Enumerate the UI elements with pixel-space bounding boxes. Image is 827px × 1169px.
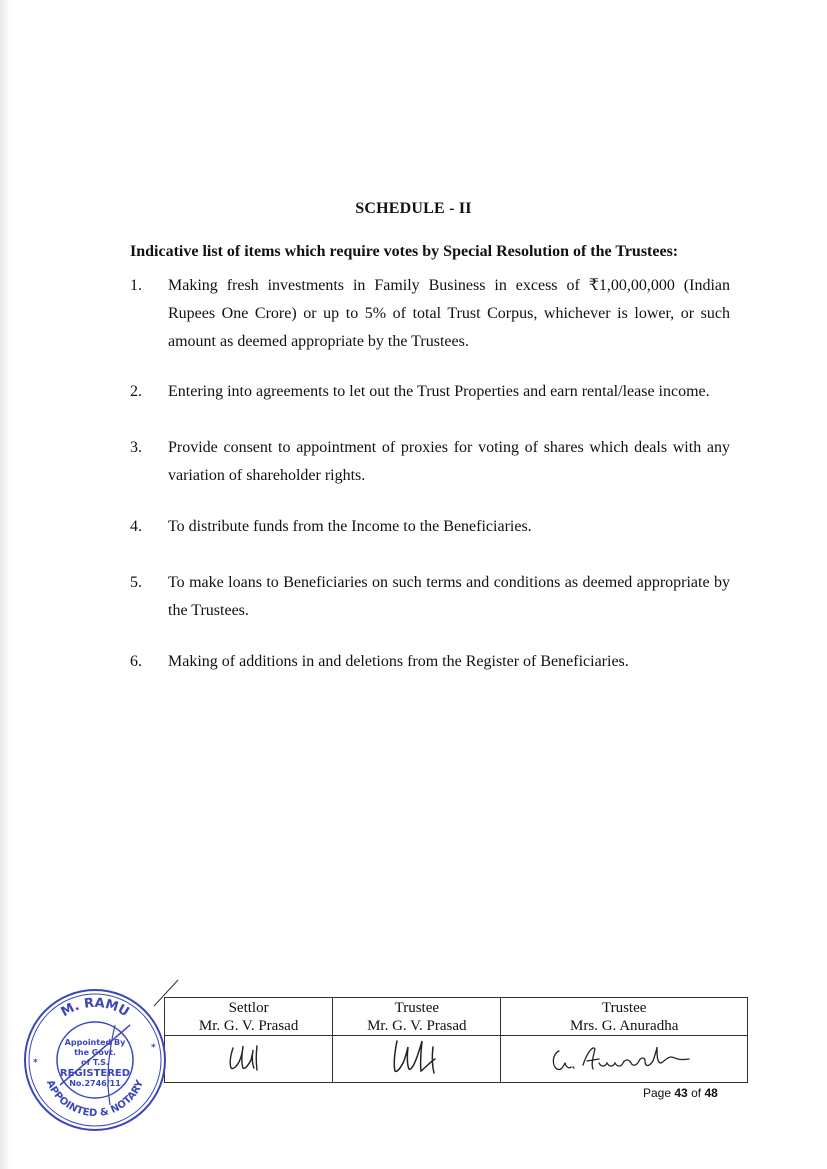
schedule-title: SCHEDULE - II bbox=[355, 200, 472, 217]
stamp-bottom-text: APPOINTED & NOTARY bbox=[43, 1078, 147, 1120]
list-item-text: Provide consent to appointment of proxies for voting of shares which deals with any variation of shareholder rights. bbox=[168, 439, 730, 484]
page-number-separator: of bbox=[691, 1086, 702, 1100]
signature-name: Mrs. G. Anuradha bbox=[570, 1018, 679, 1034]
signature-name: Mr. G. V. Prasad bbox=[367, 1018, 467, 1034]
scan-edge bbox=[0, 0, 14, 1169]
stamp-line: the Govt. bbox=[74, 1048, 116, 1057]
list-item-number: 5. bbox=[130, 574, 142, 591]
stamp-line: REGISTERED bbox=[59, 1068, 131, 1079]
list-item-number: 3. bbox=[130, 439, 142, 456]
stamp-star: * bbox=[151, 1043, 156, 1053]
signature-column-trustee-2 bbox=[501, 998, 748, 1036]
page-number-current: 43 bbox=[674, 1086, 688, 1100]
list-item bbox=[130, 378, 730, 406]
list-item-text: To distribute funds from the Income to the Beneficiaries. bbox=[168, 518, 532, 535]
signature-name: Mr. G. V. Prasad bbox=[198, 1018, 299, 1034]
list-item-number: 2. bbox=[130, 383, 142, 400]
handwritten-signature bbox=[377, 1037, 457, 1077]
list-item-text: To make loans to Beneficiaries on such terms and conditions as deemed appropriate by the Trustees. bbox=[168, 574, 730, 619]
page-number-total: 48 bbox=[704, 1086, 718, 1100]
notary-stamp bbox=[20, 985, 170, 1135]
list-item-number: 6. bbox=[130, 653, 142, 670]
signature-header-row bbox=[165, 998, 748, 1036]
page-number-prefix: Page bbox=[643, 1086, 672, 1100]
stamp-line: Appointed By bbox=[64, 1038, 126, 1047]
stamp-line: of T.S. bbox=[81, 1058, 109, 1067]
list-item-number: 4. bbox=[130, 518, 142, 535]
signature-table bbox=[164, 997, 748, 1083]
signature-row bbox=[165, 1036, 748, 1083]
signature-cell bbox=[333, 1036, 501, 1083]
signature-column-settlor bbox=[165, 998, 333, 1036]
list-item bbox=[130, 513, 730, 541]
signature-role: Trustee bbox=[601, 1000, 647, 1016]
list-item-text: Making fresh investments in Family Business in excess of ₹1,00,00,000 (Indian Rupees One Crore) or up to 5% of total Trust Corpus, whichever is lower, or such amount as deemed appropriate by the Trustees. bbox=[168, 277, 730, 350]
stamp-top-text: M. RAMU bbox=[58, 995, 132, 1021]
signature-cell bbox=[501, 1036, 748, 1083]
list-item-text: Making of additions in and deletions from the Register of Beneficiaries. bbox=[168, 653, 629, 670]
schedule-intro: Indicative list of items which require votes by Special Resolution of the Trustees: bbox=[130, 243, 679, 260]
signature-cell bbox=[165, 1036, 333, 1083]
list-item-number: 1. bbox=[130, 277, 142, 294]
stamp-star: * bbox=[33, 1058, 38, 1068]
signature-column-trustee-1 bbox=[333, 998, 501, 1036]
handwritten-signature bbox=[549, 1039, 699, 1075]
stamp-line: No.2746/11 bbox=[69, 1079, 121, 1088]
signature-role: Settlor bbox=[228, 1000, 269, 1016]
list-item bbox=[130, 648, 730, 676]
signature-role: Trustee bbox=[394, 1000, 440, 1016]
list-item-text: Entering into agreements to let out the Trust Properties and earn rental/lease income. bbox=[168, 383, 710, 400]
list-item bbox=[130, 434, 730, 490]
handwritten-signature bbox=[219, 1040, 279, 1074]
list-item bbox=[130, 569, 730, 625]
page-number bbox=[643, 1086, 718, 1100]
list-item bbox=[130, 272, 730, 356]
